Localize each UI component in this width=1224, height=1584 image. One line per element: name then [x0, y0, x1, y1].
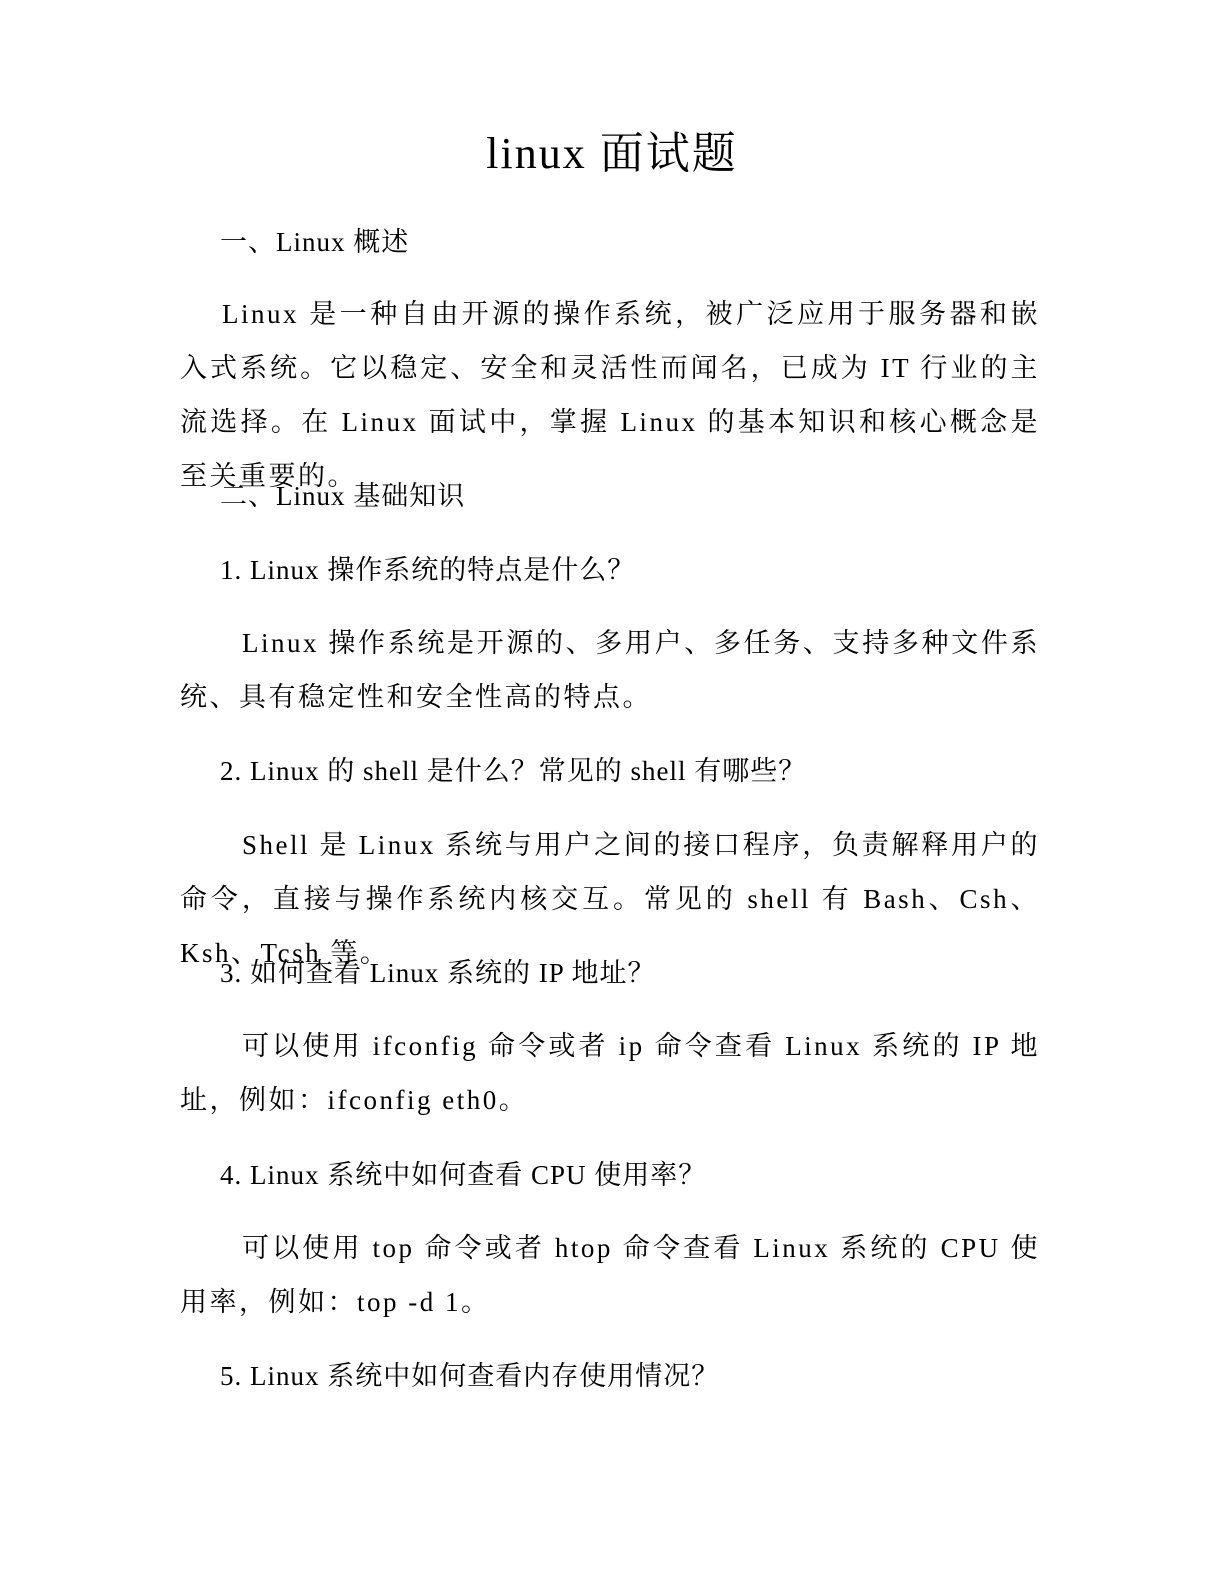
overview-paragraph: Linux 是一种自由开源的操作系统，被广泛应用于服务器和嵌入式系统。它以稳定、安全和灵活性而闻名，已成为 IT 行业的主流选择。在 Linux 面试中，掌握 Linux 的基本知识和核心概念是至关重要的。 — [180, 299, 1040, 491]
answer-1: Linux 操作系统是开源的、多用户、多任务、支持多种文件系统、具有稳定性和安全性高的特点。 — [180, 628, 1040, 712]
question-4: 4. Linux 系统中如何查看 CPU 使用率？ — [220, 1160, 707, 1190]
answer-2: Shell 是 Linux 系统与用户之间的接口程序，负责解释用户的命令，直接与操作系统内核交互。常见的 shell 有 Bash、Csh、Ksh、Tcsh 等。 — [180, 830, 1040, 968]
question-1: 1. Linux 操作系统的特点是什么？ — [220, 555, 636, 585]
section-heading-overview: 一、Linux 概述 — [220, 227, 410, 257]
section-heading-basics: 二、Linux 基础知识 — [220, 481, 466, 511]
answer-4: 可以使用 top 命令或者 htop 命令查看 Linux 系统的 CPU 使用率，例如：top -d 1。 — [180, 1233, 1040, 1317]
page-title: linux 面试题 — [486, 129, 738, 178]
question-2: 2. Linux 的 shell 是什么？常见的 shell 有哪些？ — [220, 756, 807, 786]
question-3: 3. 如何查看 Linux 系统的 IP 地址？ — [220, 958, 656, 988]
question-5: 5. Linux 系统中如何查看内存使用情况？ — [220, 1361, 720, 1391]
answer-3: 可以使用 ifconfig 命令或者 ip 命令查看 Linux 系统的 IP 地址，例如：ifconfig eth0。 — [180, 1031, 1040, 1115]
